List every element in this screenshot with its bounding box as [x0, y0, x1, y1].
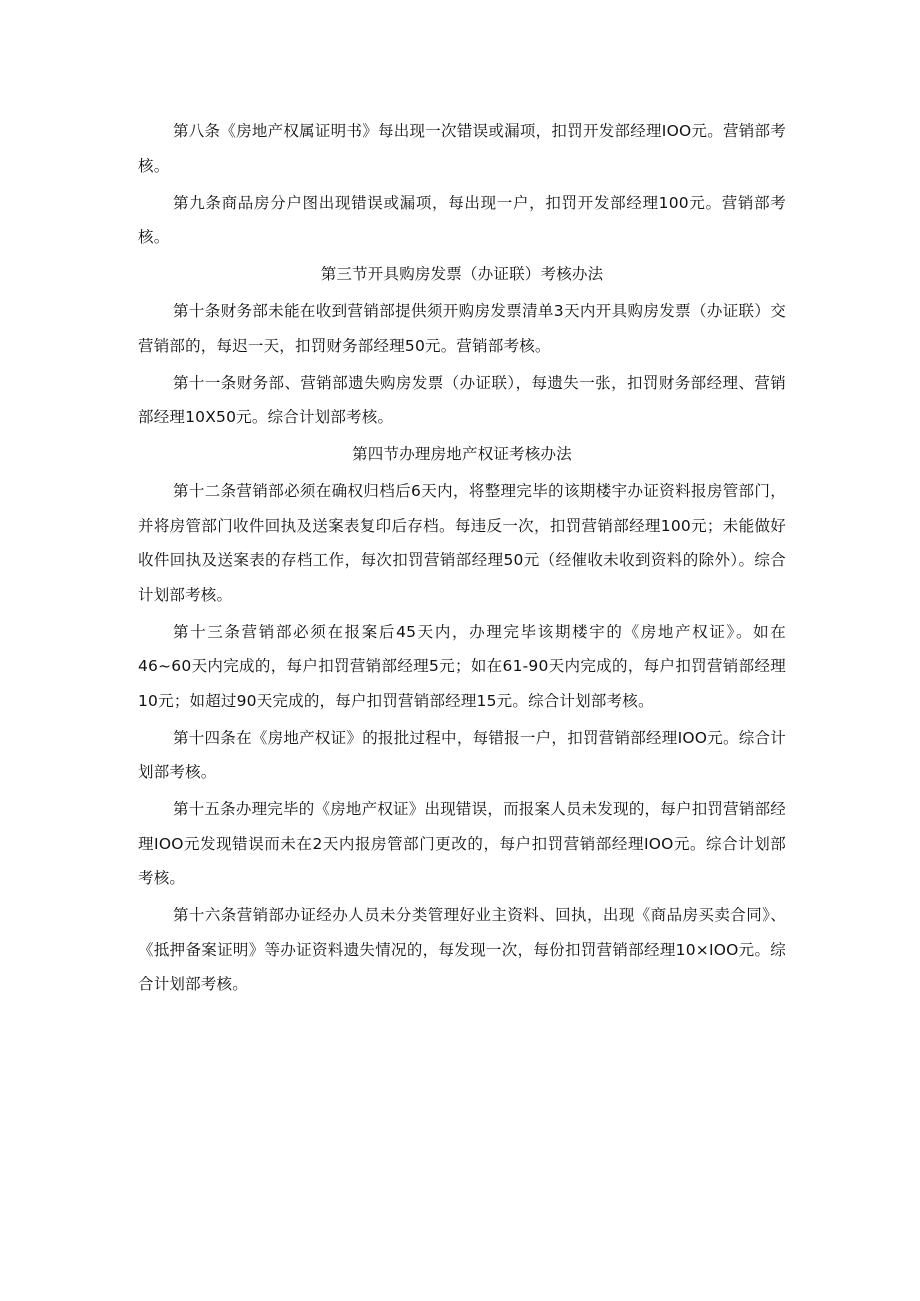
- article-13: 第十三条营销部必须在报案后45天内，办理完毕该期楼宇的《房地产权证》。如在46~60天内完成的，每户扣罚营销部经理5元；如在61-90天内完成的，每户扣罚营销部经理10元；如超过90天完成的，每户扣罚营销部经理15元。综合计划部考核。: [138, 622, 786, 710]
- article-16: 第十六条营销部办证经办人员未分类管理好业主资料、回执，出现《商品房买卖合同》、《抵押备案证明》等办证资料遗失情况的，每发现一次，每份扣罚营销部经理10×IOO元。综合计划部考核。: [138, 906, 786, 993]
- article-11: 第十一条财务部、营销部遗失购房发票（办证联），每遗失一张，扣罚财务部经理、营销部经理10X50元。综合计划部考核。: [138, 373, 786, 426]
- document-body: [138, 114, 786, 1004]
- article-14: 第十四条在《房地产权证》的报批过程中，每错报一户，扣罚营销部经理IOO元。综合计划部考核。: [138, 728, 786, 781]
- section-3-heading: 第三节开具购房发票（办证联）考核办法: [320, 265, 604, 283]
- article-10: 第十条财务部未能在收到营销部提供须开购房发票清单3天内开具购房发票（办证联）交营销部的，每迟一天，扣罚财务部经理50元。营销部考核。: [138, 302, 786, 355]
- article-12: 第十二条营销部必须在确权归档后6天内，将整理完毕的该期楼宇办证资料报房管部门，并将房管部门收件回执及送案表复印后存档。每违反一次，扣罚营销部经理100元；未能做好收件回执及送案表的存档工作，每次扣罚营销部经理50元（经催收未收到资料的除外）。综合计划部考核。: [138, 482, 786, 604]
- article-9: 第九条商品房分户图出现错误或漏项，每出现一户，扣罚开发部经理100元。营销部考核。: [138, 193, 786, 246]
- article-8: 第八条《房地产权属证明书》每出现一次错误或漏项，扣罚开发部经理IOO元。营销部考核。: [138, 122, 786, 175]
- article-15: 第十五条办理完毕的《房地产权证》出现错误，而报案人员未发现的，每户扣罚营销部经理IOO元发现错误而未在2天内报房管部门更改的，每户扣罚营销部经理IOO元。综合计划部考核。: [138, 800, 786, 887]
- section-4-heading: 第四节办理房地产权证考核办法: [352, 445, 572, 463]
